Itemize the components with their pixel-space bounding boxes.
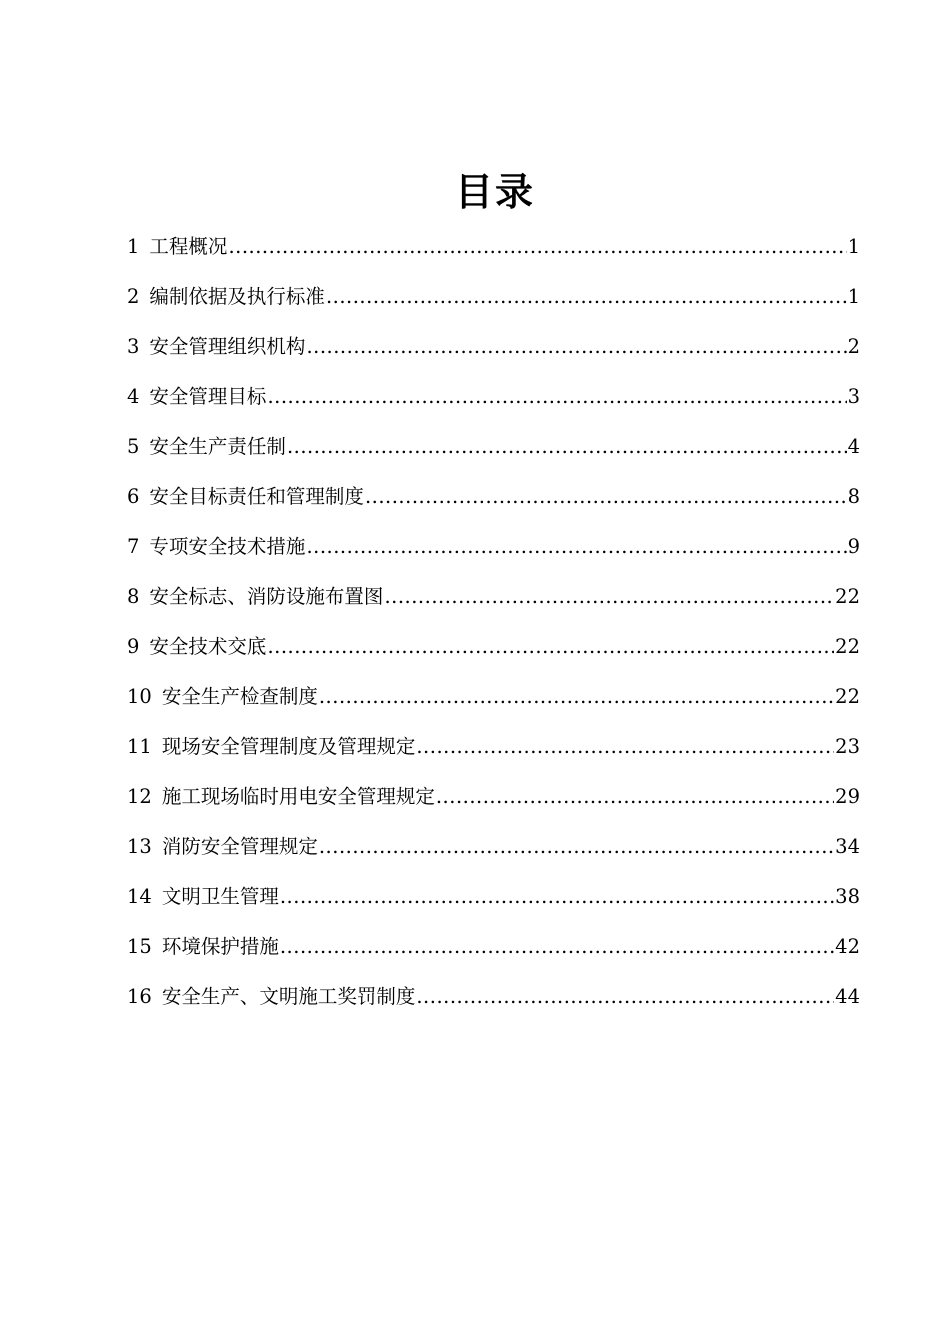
page-title: 目录: [454, 170, 535, 215]
toc-entry-title: 安全标志、消防设施布置图: [149, 585, 384, 608]
toc-entry[interactable]: [127, 622, 860, 672]
toc-entry[interactable]: [127, 922, 860, 972]
toc-entry[interactable]: [127, 472, 860, 522]
toc-entry-number: 12: [127, 785, 152, 808]
toc-entry-title: 消防安全管理规定: [161, 835, 318, 858]
toc-dot-leader: [436, 772, 834, 822]
toc-entry[interactable]: [127, 422, 860, 472]
toc-dot-leader: [267, 372, 846, 422]
toc-entry[interactable]: [127, 972, 860, 1022]
toc-dot-leader: [416, 722, 834, 772]
toc-entry-title: 安全生产、文明施工奖罚制度: [161, 985, 416, 1008]
toc-dot-leader: [280, 872, 834, 922]
toc-entry-number: 11: [127, 735, 152, 758]
toc-dot-leader: [326, 272, 847, 322]
toc-entry[interactable]: [127, 522, 860, 572]
toc-entry-page: 1: [847, 285, 860, 308]
toc-dot-leader: [306, 522, 846, 572]
toc-entry-title: 现场安全管理制度及管理规定: [161, 735, 416, 758]
toc-entry[interactable]: [127, 672, 860, 722]
toc-dot-leader: [287, 422, 847, 472]
toc-entry-number: 9: [127, 635, 140, 658]
toc-entry-number: 3: [127, 335, 140, 358]
toc-entry[interactable]: [127, 272, 860, 322]
toc-entry-page: 42: [835, 935, 860, 958]
toc-entry-title: 施工现场临时用电安全管理规定: [161, 785, 435, 808]
toc-entry[interactable]: [127, 222, 860, 272]
toc-entry-number: 8: [127, 585, 140, 608]
toc-entry-page: 2: [847, 335, 860, 358]
toc-entry-title: 安全目标责任和管理制度: [149, 485, 364, 508]
toc-entry-number: 1: [127, 235, 140, 258]
toc-entry[interactable]: [127, 772, 860, 822]
table-of-contents: [127, 222, 860, 1022]
toc-dot-leader: [228, 222, 846, 272]
toc-entry-number: 10: [127, 685, 152, 708]
toc-entry-number: 16: [127, 985, 152, 1008]
toc-entry-page: 8: [847, 485, 860, 508]
toc-entry-number: 15: [127, 935, 152, 958]
toc-entry-title: 安全管理目标: [149, 385, 267, 408]
toc-entry-title: 工程概况: [149, 235, 228, 258]
toc-dot-leader: [280, 922, 834, 972]
toc-entry-page: 23: [835, 735, 860, 758]
toc-entry-page: 22: [835, 685, 860, 708]
toc-entry-page: 9: [847, 535, 860, 558]
toc-entry-title: 安全技术交底: [149, 635, 267, 658]
toc-entry-page: 22: [835, 585, 860, 608]
toc-entry[interactable]: [127, 722, 860, 772]
toc-dot-leader: [319, 822, 834, 872]
toc-entry-number: 5: [127, 435, 140, 458]
toc-entry-title: 安全管理组织机构: [149, 335, 306, 358]
toc-entry-page: 3: [847, 385, 860, 408]
toc-entry-page: 4: [847, 435, 860, 458]
toc-entry-page: 38: [835, 885, 860, 908]
toc-entry[interactable]: [127, 322, 860, 372]
toc-entry-number: 14: [127, 885, 152, 908]
toc-entry-title: 安全生产检查制度: [161, 685, 318, 708]
toc-entry-number: 2: [127, 285, 140, 308]
toc-dot-leader: [319, 672, 834, 722]
toc-dot-leader: [365, 472, 847, 522]
toc-entry[interactable]: [127, 872, 860, 922]
toc-dot-leader: [384, 572, 834, 622]
toc-entry-page: 1: [847, 235, 860, 258]
toc-entry-number: 13: [127, 835, 152, 858]
toc-entry[interactable]: [127, 372, 860, 422]
toc-entry-page: 29: [835, 785, 860, 808]
toc-entry-title: 专项安全技术措施: [149, 535, 306, 558]
toc-entry-title: 环境保护措施: [161, 935, 279, 958]
toc-dot-leader: [416, 972, 834, 1022]
toc-entry-number: 4: [127, 385, 140, 408]
toc-entry-title: 安全生产责任制: [149, 435, 286, 458]
toc-entry-number: 6: [127, 485, 140, 508]
toc-dot-leader: [267, 622, 834, 672]
toc-entry-page: 34: [835, 835, 860, 858]
toc-entry[interactable]: [127, 822, 860, 872]
toc-entry-page: 22: [835, 635, 860, 658]
toc-entry-page: 44: [835, 985, 860, 1008]
toc-entry-number: 7: [127, 535, 140, 558]
toc-dot-leader: [306, 322, 846, 372]
toc-entry[interactable]: [127, 572, 860, 622]
toc-entry-title: 编制依据及执行标准: [149, 285, 325, 308]
toc-entry-title: 文明卫生管理: [161, 885, 279, 908]
